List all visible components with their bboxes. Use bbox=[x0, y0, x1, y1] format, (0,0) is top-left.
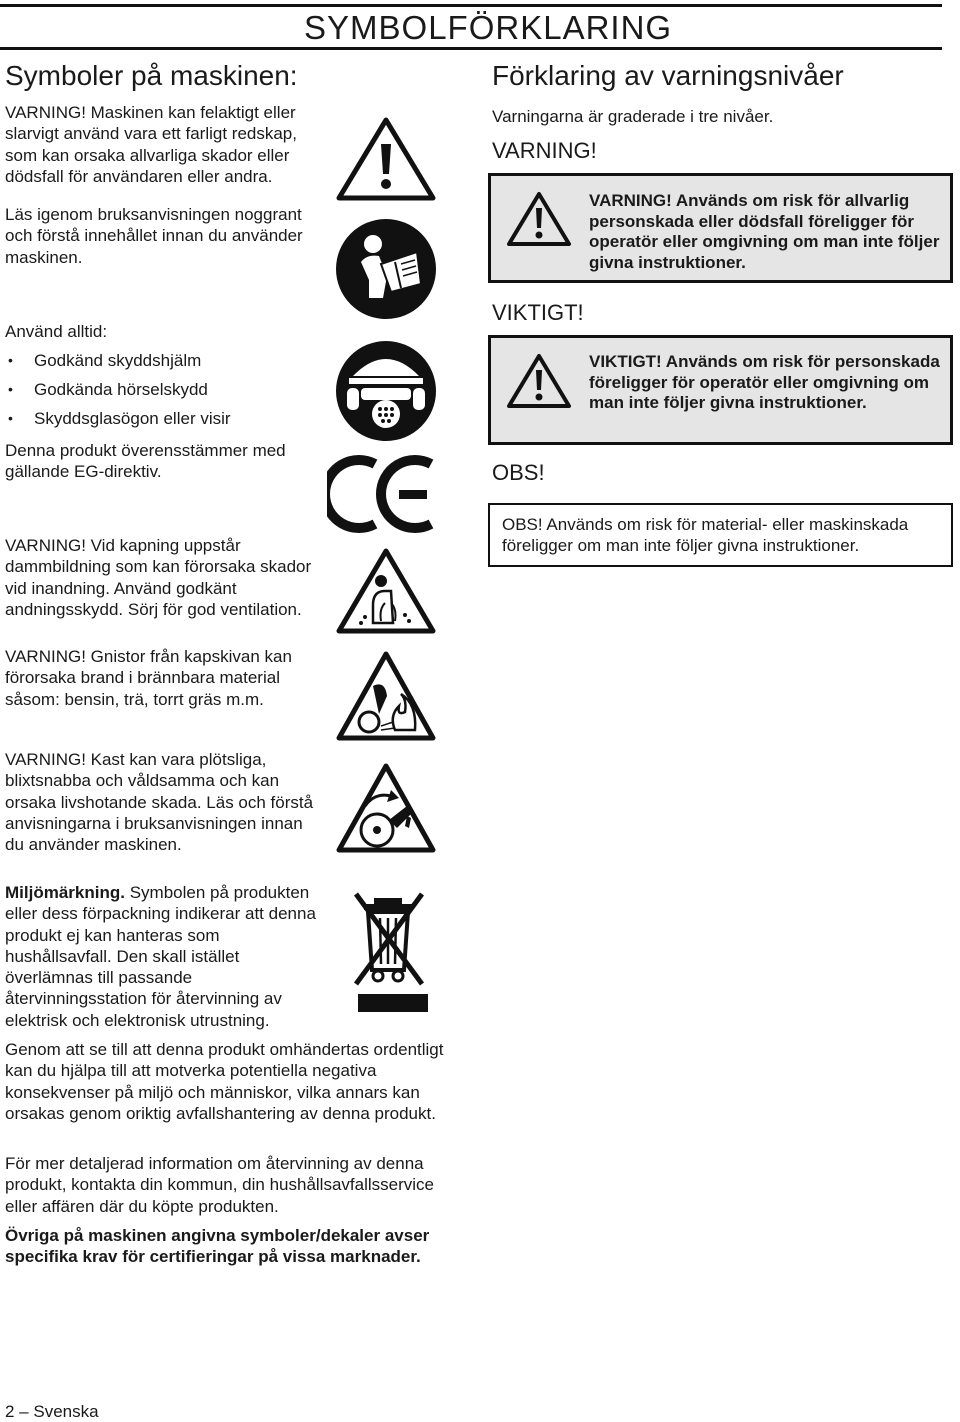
always-use-list bbox=[5, 346, 305, 433]
ce-text: Denna produkt överensstämmer med gällande EG-direktiv. bbox=[5, 441, 286, 482]
right-heading: Förklaring av varningsnivåer bbox=[492, 60, 844, 91]
page-title: SYMBOLFÖRKLARING bbox=[304, 9, 673, 46]
sparks-fire-icon bbox=[335, 650, 437, 742]
warning-triangle-icon bbox=[505, 190, 573, 248]
env-paragraph-3: För mer detaljerad information om återvinning av denna produkt, kontakta din kommun, din hushållsavfallsservice eller affären där du köpte produkten. bbox=[5, 1154, 434, 1216]
list-item: • Skyddsglasögon eller visir bbox=[5, 404, 305, 433]
left-heading: Symboler på maskinen: bbox=[5, 60, 298, 91]
dust-warning-text: VARNING! Vid kapning uppstår dammbildning som kan förorsaka skador vid inandning. Använd godkänt andningsskydd. Sörj för god ventilation. bbox=[5, 536, 312, 619]
list-item: • Godkänd skyddshjälm bbox=[5, 346, 305, 375]
dust-inhalation-icon bbox=[335, 547, 437, 635]
env-text: Miljömärkning. Symbolen på produkten eller dess förpackning indikerar att denna produkt ej kan hanteras som hushållsavfall. Den skall istället överlämnas till passande återvinningsstation för återvinning av elektrisk och elektronisk utrustning. bbox=[5, 883, 316, 1030]
sparks-warning-text: VARNING! Gnistor från kapskivan kan förorsaka brand i brännbara material såsom: bensin, trä, torrt gräs m.m. bbox=[5, 647, 292, 709]
level-label-varning: VARNING! bbox=[492, 138, 597, 163]
ce-mark-icon bbox=[327, 454, 439, 534]
varning-box bbox=[488, 173, 953, 283]
env-paragraph-2: Genom att se till att denna produkt omhändertas ordentligt kan du hjälpa till att motverka potentiella negativa konsekvenser på miljö och människor, vilka annars kan orsakas genom oriktig avfallshantering av denna produkt. bbox=[5, 1040, 444, 1123]
crossed-bin-icon bbox=[352, 888, 432, 1016]
warning-misuse-text: VARNING! Maskinen kan felaktigt eller slarvigt använd vara ett farligt redskap, som kan orsaka allvarliga skador eller dödsfall för användaren eller andra. bbox=[5, 103, 297, 186]
warning-triangle-icon bbox=[505, 352, 573, 410]
protective-equipment-icon bbox=[335, 340, 437, 442]
warning-triangle-icon bbox=[335, 116, 437, 202]
header-rule-bottom bbox=[0, 47, 942, 50]
viktigt-box bbox=[488, 335, 953, 445]
obs-box-text: OBS! Används om risk för material- eller maskinskada föreligger om man inte följer givna instruktioner. bbox=[502, 515, 909, 555]
read-manual-text: Läs igenom bruksanvisningen noggrant och förstå innehållet innan du använder maskinen. bbox=[5, 205, 303, 267]
page-footer: 2 – Svenska bbox=[5, 1402, 99, 1421]
kickback-icon bbox=[335, 762, 437, 854]
other-symbols-text: Övriga på maskinen angivna symboler/dekaler avser specifika krav för certifieringar på vissa marknader. bbox=[5, 1226, 430, 1267]
levels-intro: Varningarna är graderade i tre nivåer. bbox=[492, 107, 774, 126]
varning-box-text: VARNING! Används om risk för allvarlig personskada eller dödsfall föreligger för operatör eller omgivning om man inte följer givna instruktioner. bbox=[589, 191, 940, 272]
env-label: Miljömärkning. bbox=[5, 883, 125, 902]
obs-box bbox=[488, 503, 953, 567]
always-use-label: Använd alltid: bbox=[5, 322, 108, 341]
list-item: • Godkända hörselskydd bbox=[5, 375, 305, 404]
level-label-obs: OBS! bbox=[492, 460, 545, 485]
viktigt-box-text: VIKTIGT! Används om risk för personskada föreligger för operatör eller omgivning om man inte följer givna instruktioner. bbox=[589, 352, 940, 413]
level-label-viktigt: VIKTIGT! bbox=[492, 300, 584, 325]
header-rule-top bbox=[0, 4, 942, 7]
read-manual-icon bbox=[335, 218, 437, 320]
kickback-warning-text: VARNING! Kast kan vara plötsliga, blixtsnabba och våldsamma och kan orsaka livshotande skada. Läs och förstå anvisningarna i bruksanvisningen innan du använder maskinen. bbox=[5, 750, 314, 855]
